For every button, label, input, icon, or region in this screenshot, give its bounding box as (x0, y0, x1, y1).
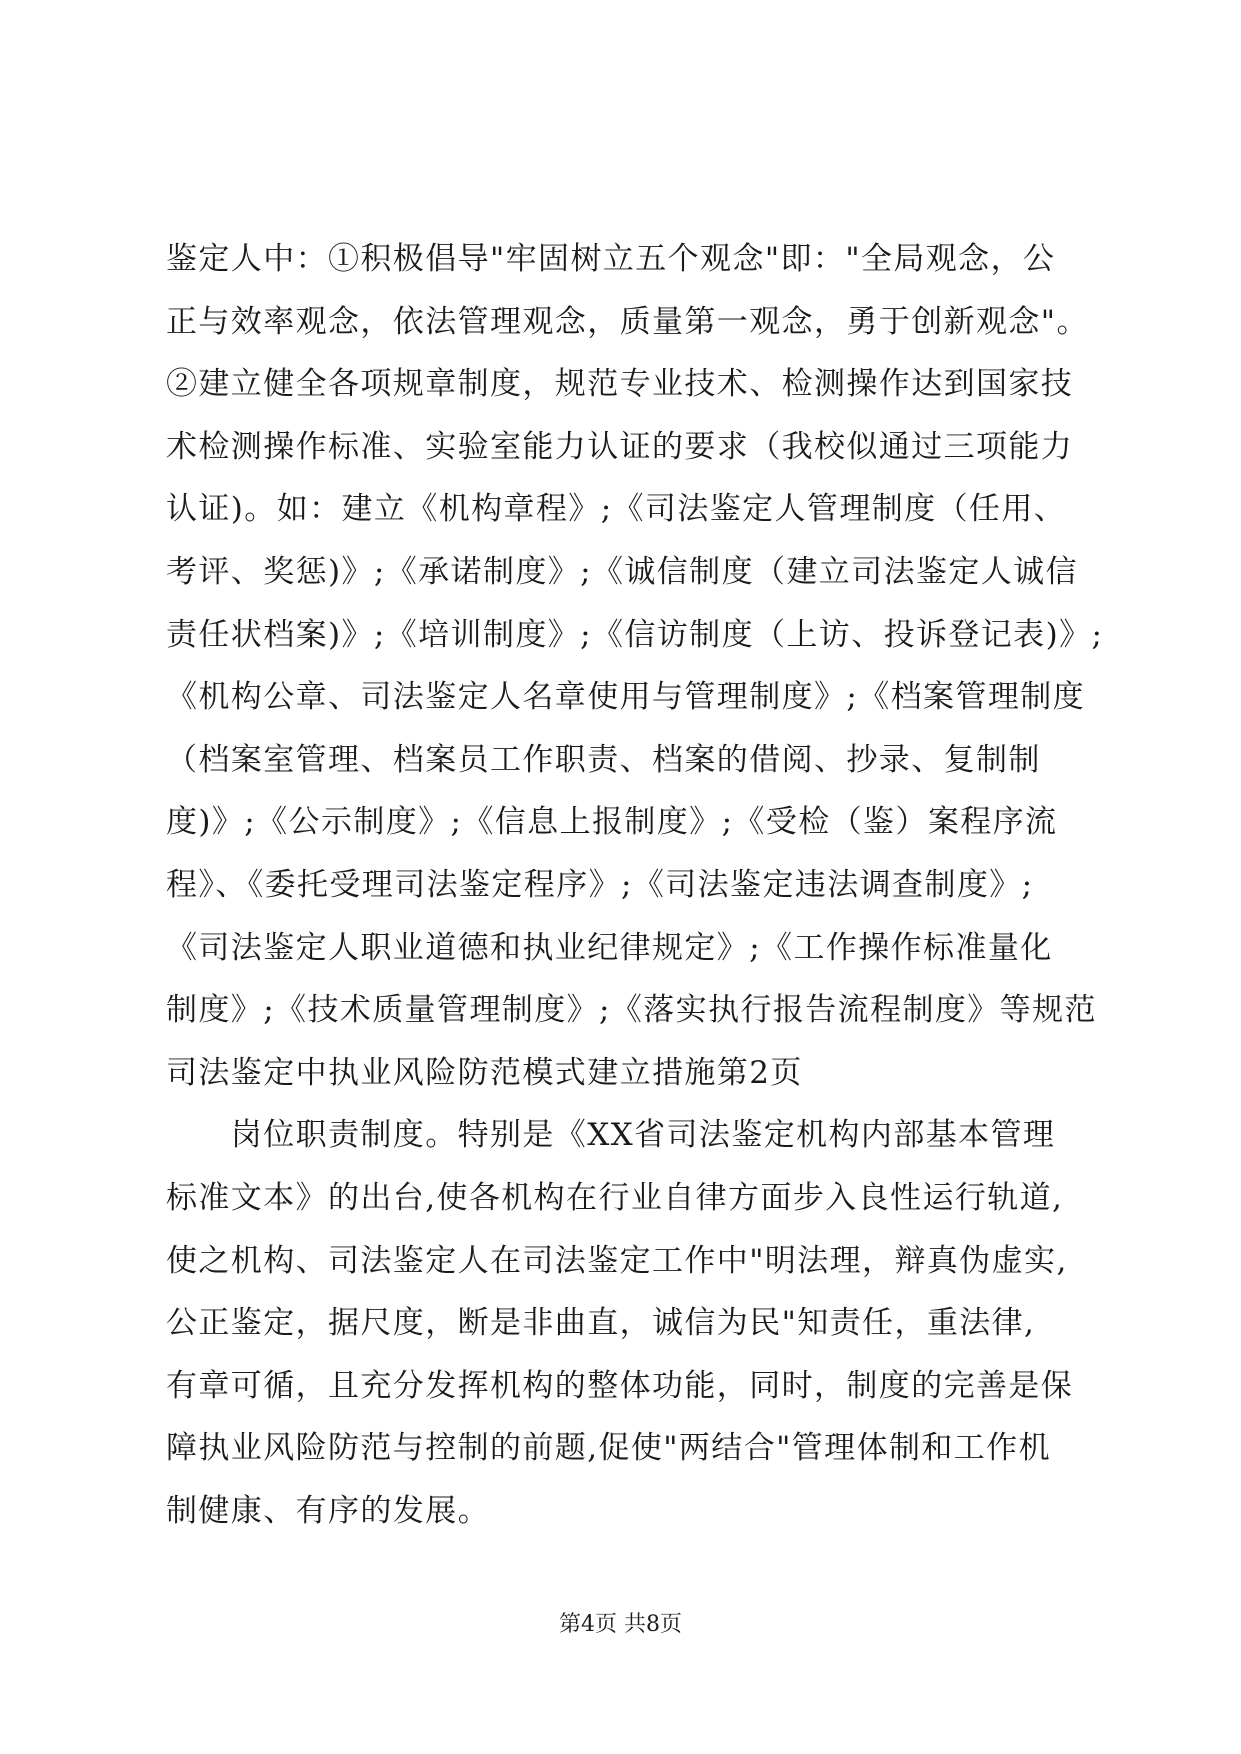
text-line: 公正鉴定，据尺度，断是非曲直，诚信为民"知责任，重法律, (166, 1305, 1036, 1342)
text-line: 鉴定人中：①积极倡导"牢固树立五个观念"即："全局观念，公 (166, 241, 1056, 277)
text-line: 认证)。如：建立《机构章程》;《司法鉴定人管理制度（任用、 (166, 491, 1067, 528)
page-number-footer: 第4页 共8页 (559, 1612, 682, 1637)
document-body (166, 228, 1104, 1542)
text-line: ②建立健全各项规章制度，规范专业技术、检测操作达到国家技 (166, 366, 1074, 403)
text-line: 《机构公章、司法鉴定人名章使用与管理制度》;《档案管理制度 (166, 679, 1086, 716)
text-line: 《司法鉴定人职业道德和执业纪律规定》;《工作操作标准量化 (166, 929, 1053, 966)
text-line: 制度》;《技术质量管理制度》;《落实执行报告流程制度》等规范 (166, 992, 1097, 1029)
text-line: 使之机构、司法鉴定人在司法鉴定工作中"明法理，辩真伪虚实, (166, 1242, 1068, 1279)
text-line: 程》、《委托受理司法鉴定程序》;《司法鉴定违法调查制度》; (166, 866, 1034, 903)
text-line: 司法鉴定中执业风险防范模式建立措施第2页 (166, 1054, 803, 1091)
text-line: 度)》;《公示制度》;《信息上报制度》;《受检（鉴）案程序流 (166, 804, 1058, 841)
text-line: 考评、奖惩)》;《承诺制度》;《诚信制度（建立司法鉴定人诚信 (166, 553, 1078, 590)
text-line: 岗位职责制度。特别是《XX省司法鉴定机构内部基本管理 (166, 1117, 1056, 1154)
text-line: 正与效率观念，依法管理观念，质量第一观念，勇于创新观念"。 (166, 303, 1089, 340)
text-line: 术检测操作标准、实验室能力认证的要求（我校似通过三项能力 (166, 428, 1074, 465)
text-line: 障执业风险防范与控制的前题,促使"两结合"管理体制和工作机 (166, 1430, 1051, 1467)
text-line: 标准文本》的出台,使各机构在行业自律方面步入良性运行轨道, (166, 1179, 1064, 1216)
text-line: （档案室管理、档案员工作职责、档案的借阅、抄录、复制制 (166, 741, 1041, 778)
text-line: 有章可循，且充分发挥机构的整体功能，同时，制度的完善是保 (166, 1367, 1074, 1404)
text-line: 责任状档案)》;《培训制度》;《信访制度（上访、投诉登记表)》; (166, 616, 1104, 653)
text-line: 制健康、有序的发展。 (166, 1492, 490, 1529)
